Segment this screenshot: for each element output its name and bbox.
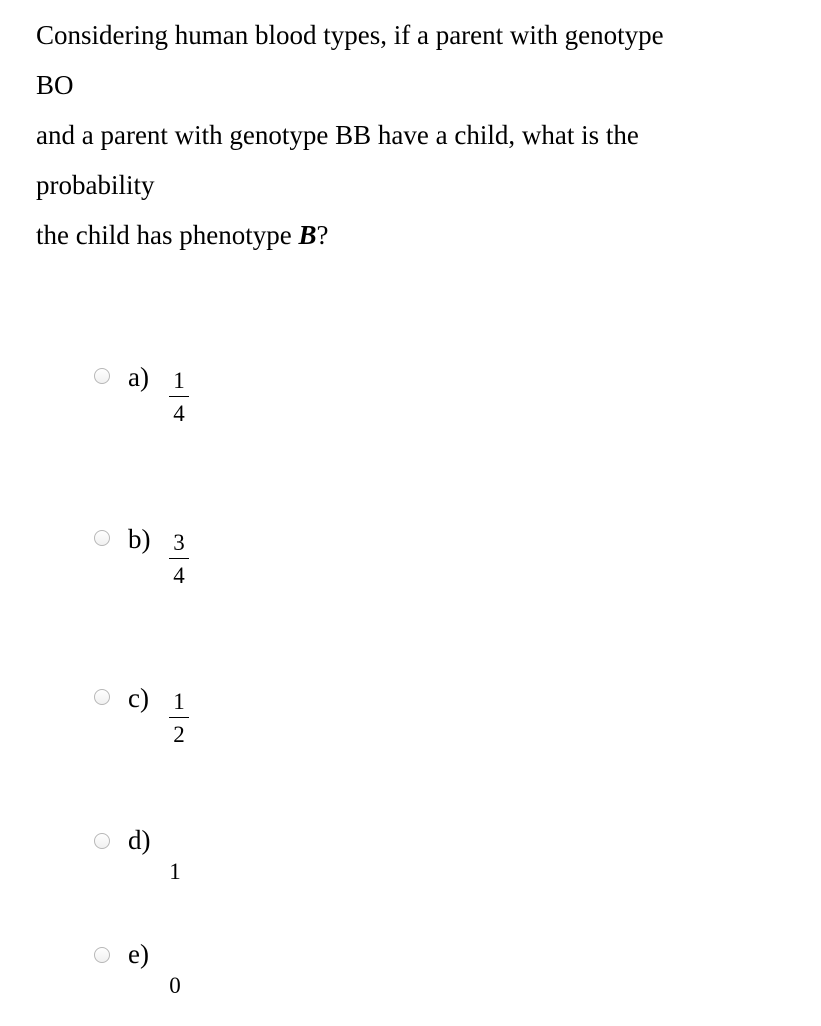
radio-button-b[interactable]	[94, 530, 110, 546]
fraction-bar-a	[169, 396, 189, 397]
fraction-c	[168, 689, 190, 748]
option-value-e: 0	[169, 973, 181, 998]
phenotype-variable: B	[298, 220, 317, 250]
fraction-b	[168, 530, 190, 589]
fraction-numerator-b: 3	[173, 530, 185, 555]
option-letter-d: d)	[128, 825, 151, 855]
answer-option-b[interactable]	[94, 524, 394, 614]
option-letter-c: c)	[128, 683, 149, 713]
question-line-5-prefix: the child has phenotype	[36, 220, 299, 250]
fraction-bar-b	[169, 558, 189, 559]
fraction-denominator-b: 4	[173, 563, 185, 588]
option-letter-e: e)	[128, 939, 149, 969]
question-line-5-suffix: ?	[316, 220, 329, 250]
fraction-bar-c	[169, 717, 189, 718]
fraction-denominator-a: 4	[173, 401, 185, 426]
question-text	[36, 10, 796, 260]
fraction-a	[168, 368, 190, 427]
fraction-numerator-c: 1	[173, 689, 185, 714]
question-line-5	[36, 210, 796, 260]
radio-button-d[interactable]	[94, 833, 110, 849]
answer-option-c[interactable]	[94, 683, 394, 773]
radio-button-e[interactable]	[94, 947, 110, 963]
question-line-4: probability	[36, 170, 155, 200]
option-letter-b: b)	[128, 524, 151, 554]
fraction-denominator-c: 2	[173, 722, 185, 747]
question-line-1: Considering human blood types, if a parent with genotype	[36, 20, 664, 50]
answer-option-e[interactable]	[94, 936, 394, 1026]
fraction-numerator-a: 1	[173, 368, 185, 393]
option-letter-a: a)	[128, 362, 149, 392]
answer-option-a[interactable]	[94, 362, 394, 452]
answer-option-d[interactable]	[94, 822, 394, 912]
radio-button-a[interactable]	[94, 368, 110, 384]
question-line-3: and a parent with genotype BB have a child, what is the	[36, 120, 639, 150]
radio-button-c[interactable]	[94, 689, 110, 705]
question-line-2: BO	[36, 70, 74, 100]
option-value-d: 1	[169, 859, 181, 884]
